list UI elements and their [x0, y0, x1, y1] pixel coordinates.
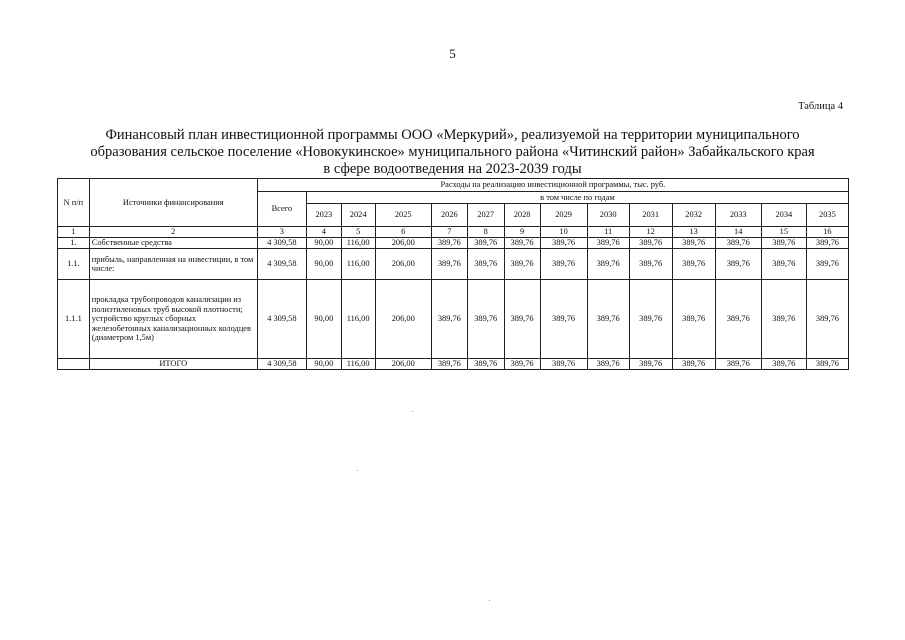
- row-year-value: 389,76: [540, 359, 587, 370]
- row-year-value: 389,76: [629, 249, 672, 280]
- column-index: 1: [58, 227, 90, 238]
- row-year-value: 389,76: [761, 359, 806, 370]
- header-year: 2030: [587, 204, 629, 227]
- row-year-value: 389,76: [431, 249, 467, 280]
- row-year-value: 389,76: [629, 359, 672, 370]
- title-line-2: образования сельское поселение «Новокукинское» муниципального района «Читинский район» Забайкальского края: [90, 144, 815, 160]
- column-index: 2: [89, 227, 257, 238]
- row-year-value: 389,76: [806, 238, 848, 249]
- header-source: Источники финансирования: [89, 179, 257, 227]
- row-year-value: 90,00: [306, 280, 341, 359]
- table-row: [58, 280, 849, 359]
- header-year: 2024: [341, 204, 375, 227]
- row-year-value: 206,00: [375, 280, 431, 359]
- header-total: Всего: [257, 192, 306, 227]
- header-by-years: в том числе по годам: [306, 192, 848, 204]
- header-num: N п/п: [58, 179, 90, 227]
- financial-plan-table: [57, 178, 849, 370]
- header-year: 2032: [672, 204, 715, 227]
- column-index: 6: [375, 227, 431, 238]
- row-year-value: 389,76: [715, 238, 761, 249]
- column-index: 9: [504, 227, 540, 238]
- row-year-value: 389,76: [467, 359, 504, 370]
- row-year-value: 389,76: [431, 359, 467, 370]
- row-year-value: 389,76: [715, 359, 761, 370]
- table-label: Таблица 4: [798, 101, 843, 112]
- column-index-row: [58, 227, 849, 238]
- row-year-value: 90,00: [306, 249, 341, 280]
- row-year-value: 389,76: [504, 238, 540, 249]
- header-year: 2023: [306, 204, 341, 227]
- row-year-value: 389,76: [587, 359, 629, 370]
- row-year-value: 389,76: [806, 359, 848, 370]
- scan-speck: [489, 600, 490, 601]
- header-year: 2028: [504, 204, 540, 227]
- row-year-value: 389,76: [467, 280, 504, 359]
- row-year-value: 389,76: [672, 280, 715, 359]
- scan-speck: [412, 411, 413, 412]
- row-year-value: 389,76: [629, 238, 672, 249]
- row-total: 4 309,58: [257, 359, 306, 370]
- column-index: 7: [431, 227, 467, 238]
- row-year-value: 389,76: [672, 359, 715, 370]
- row-year-value: 389,76: [806, 249, 848, 280]
- row-year-value: 389,76: [715, 280, 761, 359]
- row-year-value: 206,00: [375, 238, 431, 249]
- row-source: ИТОГО: [89, 359, 257, 370]
- header-year: 2034: [761, 204, 806, 227]
- column-index: 10: [540, 227, 587, 238]
- header-row-1: [58, 179, 849, 192]
- row-year-value: 116,00: [341, 249, 375, 280]
- column-index: 13: [672, 227, 715, 238]
- row-year-value: 90,00: [306, 359, 341, 370]
- table-row: [58, 359, 849, 370]
- column-index: 14: [715, 227, 761, 238]
- row-source: прибыль, направленная на инвестиции, в том числе:: [89, 249, 257, 280]
- row-year-value: 116,00: [341, 238, 375, 249]
- row-number: 1.: [58, 238, 90, 249]
- row-year-value: 206,00: [375, 249, 431, 280]
- row-year-value: 389,76: [761, 249, 806, 280]
- row-year-value: 389,76: [431, 238, 467, 249]
- row-year-value: 389,76: [504, 359, 540, 370]
- row-year-value: 389,76: [761, 280, 806, 359]
- header-year: 2033: [715, 204, 761, 227]
- row-year-value: 206,00: [375, 359, 431, 370]
- row-year-value: 389,76: [467, 238, 504, 249]
- header-year: 2025: [375, 204, 431, 227]
- row-year-value: 389,76: [540, 238, 587, 249]
- header-year: 2031: [629, 204, 672, 227]
- column-index: 3: [257, 227, 306, 238]
- header-year: 2027: [467, 204, 504, 227]
- row-source: Собственные средства: [89, 238, 257, 249]
- row-year-value: 389,76: [587, 280, 629, 359]
- row-year-value: 389,76: [715, 249, 761, 280]
- header-expenses: Расходы на реализацию инвестиционной программы, тыс. руб.: [257, 179, 848, 192]
- row-year-value: 389,76: [806, 280, 848, 359]
- column-index: 8: [467, 227, 504, 238]
- row-year-value: 116,00: [341, 359, 375, 370]
- row-year-value: 90,00: [306, 238, 341, 249]
- column-index: 12: [629, 227, 672, 238]
- row-year-value: 389,76: [629, 280, 672, 359]
- row-year-value: 389,76: [672, 249, 715, 280]
- row-year-value: 389,76: [761, 238, 806, 249]
- row-number: 1.1.: [58, 249, 90, 280]
- page-number: 5: [449, 46, 456, 61]
- table-row: [58, 238, 849, 249]
- column-index: 4: [306, 227, 341, 238]
- scan-speck: [357, 470, 358, 471]
- row-number: 1.1.1: [58, 280, 90, 359]
- header-year: 2035: [806, 204, 848, 227]
- column-index: 11: [587, 227, 629, 238]
- row-total: 4 309,58: [257, 238, 306, 249]
- row-number: [58, 359, 90, 370]
- row-source: прокладка трубопроводов канализации из полиэтиленовых труб высокой плотности; устройство круглых сборных железобетонных канализационных колодцев (диаметром 1,5м): [89, 280, 257, 359]
- title-line-1: Финансовый план инвестиционной программы ООО «Меркурий», реализуемой на территории муниципального: [105, 127, 800, 143]
- row-year-value: 389,76: [540, 249, 587, 280]
- row-year-value: 389,76: [672, 238, 715, 249]
- header-year: 2026: [431, 204, 467, 227]
- row-year-value: 389,76: [587, 238, 629, 249]
- document-title: [70, 127, 835, 178]
- row-year-value: 116,00: [341, 280, 375, 359]
- row-year-value: 389,76: [504, 249, 540, 280]
- row-year-value: 389,76: [431, 280, 467, 359]
- row-year-value: 389,76: [467, 249, 504, 280]
- row-total: 4 309,58: [257, 280, 306, 359]
- row-year-value: 389,76: [504, 280, 540, 359]
- column-index: 5: [341, 227, 375, 238]
- table-row: [58, 249, 849, 280]
- column-index: 16: [806, 227, 848, 238]
- column-index: 15: [761, 227, 806, 238]
- row-total: 4 309,58: [257, 249, 306, 280]
- header-year: 2029: [540, 204, 587, 227]
- row-year-value: 389,76: [587, 249, 629, 280]
- title-line-3: в сфере водоотведения на 2023-2039 годы: [323, 161, 582, 177]
- row-year-value: 389,76: [540, 280, 587, 359]
